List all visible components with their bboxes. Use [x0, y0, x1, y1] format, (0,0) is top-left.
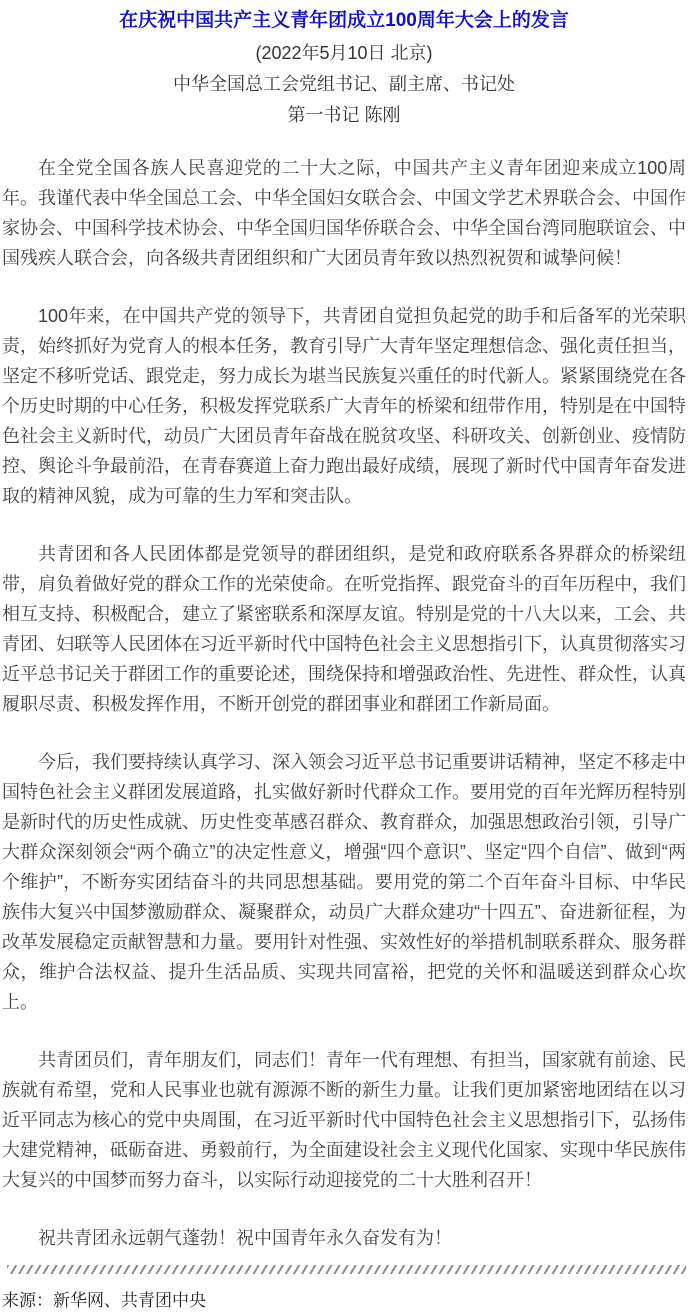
author-line: 第一书记 陈刚	[287, 105, 401, 125]
organization-line: 中华全国总工会党组书记、副主席、书记处	[173, 74, 515, 94]
source-attribution: 来源：新华网、共青团中央	[2, 1291, 206, 1310]
paragraph: 在全党全国各族人民喜迎党的二十大之际，中国共产主义青年团迎来成立100周年。我谨代表中华全国总工会、中华全国妇女联合会、中国文学艺术界联合会、中国作家协会、中国科学技术协会、中华全国归国华侨联合会、中华全国台湾同胞联谊会、中国残疾人联合会，向各级共青团组织和广大团员青年致以热烈祝贺和诚挚问候！	[2, 158, 686, 268]
date-location-line: (2022年5月10日 北京)	[255, 43, 433, 63]
page-title: 在庆祝中国共产主义青年团成立100周年大会上的发言	[119, 10, 569, 31]
paragraph: 100年来，在中国共产党的领导下，共青团自觉担负起党的助手和后备军的光荣职责，始终抓好为党育人的根本任务，教育引导广大青年坚定理想信念、强化责任担当，坚定不移听党话、跟党走，努力成长为堪当民族复兴重任的时代新人。紧紧围绕党在各个历史时期的中心任务，积极发挥党联系广大青年的桥梁和纽带作用，特别是在中国特色社会主义新时代，动员广大团员青年奋战在脱贫攻坚、科研攻关、创新创业、疫情防控、舆论斗争最前沿，在青春赛道上奋力跑出最好成绩，展现了新时代中国青年奋发进取的精神风貌，成为可靠的生力军和突击队。	[2, 306, 686, 506]
paragraph: 今后，我们要持续认真学习、深入领会习近平总书记重要讲话精神，坚定不移走中国特色社会主义群团发展道路，扎实做好新时代群众工作。要用党的百年光辉历程特别是新时代的历史性成就、历史性变革感召群众、教育群众，加强思想政治引领，引导广大群众深刻领会“两个确立”的决定性意义，增强“四个意识”、坚定“四个自信”、做到“两个维护”，不断夯实团结奋斗的共同思想基础。要用党的第二个百年奋斗目标、中华民族伟大复兴中国梦激励群众、凝聚群众，动员广大群众建功“十四五”、奋进新征程，为改革发展稳定贡献智慧和力量。要用针对性强、实效性好的举措机制联系群众、服务群众，维护合法权益、提升生活品质、实现共同富裕，把党的关怀和温暖送到群众心坎上。	[2, 752, 686, 1012]
paragraph: 共青团和各人民团体都是党领导的群团组织，是党和政府联系各界群众的桥梁纽带，肩负着做好党的群众工作的光荣使命。在听党指挥、跟党奋斗的百年历程中，我们相互支持、积极配合，建立了紧密联系和深厚友谊。特别是党的十八大以来，工会、共青团、妇联等人民团体在习近平新时代中国特色社会主义思想指引下，认真贯彻落实习近平总书记关于群团工作的重要论述，围绕保持和增强政治性、先进性、群众性，认真履职尽责、积极发挥作用，不断开创党的群团事业和群团工作新局面。	[2, 544, 686, 714]
paragraph: 共青团员们，青年朋友们，同志们！青年一代有理想、有担当，国家就有前途、民族就有希望，党和人民事业也就有源源不断的新生力量。让我们更加紧密地团结在以习近平同志为核心的党中央周围，在习近平新时代中国特色社会主义思想指引下，弘扬伟大建党精神，砥砺奋进、勇毅前行，为全面建设社会主义现代化国家、实现中华民族伟大复兴的中国梦而努力奋斗，以实际行动迎接党的二十大胜利召开！	[2, 1050, 686, 1190]
paragraph: 祝共青团永远朝气蓬勃！祝中国青年永久奋发有为！	[38, 1228, 452, 1248]
hatched-divider	[7, 1265, 686, 1274]
article-body	[2, 153, 686, 1253]
